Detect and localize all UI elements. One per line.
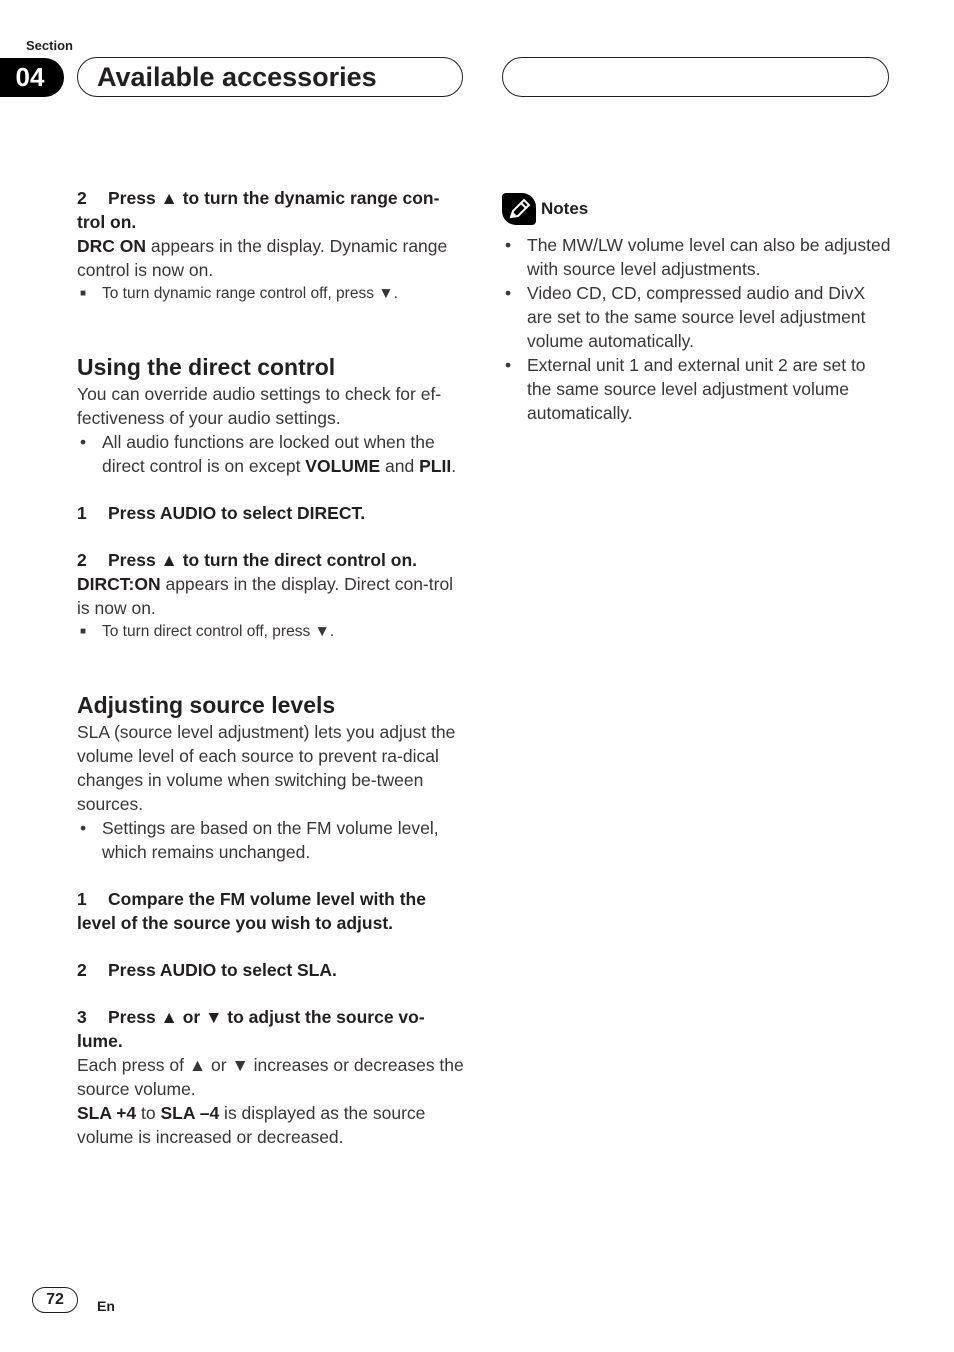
note-item — [502, 353, 892, 425]
section-number-badge: 04 — [0, 58, 64, 97]
direct-intro: You can override audio settings to check for ef-fectiveness of your audio settings. — [77, 384, 442, 428]
direct-bullet-text: All audio functions are locked out when the direct control is on except — [102, 432, 435, 476]
sla-body-1: Each press of ▲ or ▼ increases or decreases the source volume. — [77, 1055, 464, 1099]
step-number: 1 — [77, 889, 87, 909]
step-sla-1 — [77, 887, 467, 935]
drc-note-text: To turn dynamic range control off, press ▼. — [102, 285, 398, 302]
step-number: 2 — [77, 550, 87, 570]
step-text: Press ▲ or ▼ to adjust the source vo-lume. — [77, 1007, 425, 1051]
drc-body-text: appears in the display. Dynamic range control is now on. — [77, 236, 448, 280]
step-number: 3 — [77, 1007, 87, 1027]
step-direct-1 — [77, 501, 467, 525]
sla-intro: SLA (source level adjustment) lets you adjust the volume level of each source to prevent ra-dical changes in volume when switching be-tween sources. — [77, 722, 456, 814]
sla-heading: Adjusting source levels — [77, 692, 336, 718]
sla-body-to: to — [136, 1103, 161, 1123]
note-item — [502, 281, 892, 353]
step-direct-2 — [77, 548, 467, 572]
pencil-notes-icon — [502, 193, 536, 225]
direct-note — [77, 620, 467, 644]
sla-plus-label: SLA +4 — [77, 1103, 137, 1123]
section-label: Section — [26, 38, 73, 53]
note-text: Video CD, CD, compressed audio and DivX are set to the same source level adjustment volume automatically. — [527, 283, 866, 351]
sla-body-2 — [77, 1101, 467, 1149]
note-text: External unit 1 and external unit 2 are set to the same source level adjustment volume automatically. — [527, 355, 866, 423]
bullet-dot-icon: • — [505, 235, 512, 255]
bullet-dot-icon: • — [505, 355, 512, 375]
bullet-dot-icon: • — [80, 818, 87, 838]
step-number: 1 — [77, 503, 87, 523]
step-sla-3 — [77, 1005, 467, 1053]
notes-header — [502, 193, 892, 225]
step-number: 2 — [77, 960, 87, 980]
direct-bullet-and: and — [380, 456, 420, 476]
step-text: Press ▲ to turn the direct control on. — [108, 550, 418, 570]
sla-bullet — [77, 816, 467, 864]
square-bullet-icon: ■ — [80, 288, 87, 299]
drc-body — [77, 234, 467, 282]
direct-bullet — [77, 430, 467, 478]
step-drc-2 — [77, 186, 467, 234]
drc-on-label: DRC ON — [77, 236, 147, 256]
note-text: The MW/LW volume level can also be adjusted with source level adjustments. — [527, 235, 891, 279]
direct-body-text: appears in the display. Direct con-trol is now on. — [77, 574, 454, 618]
direct-note-text: To turn direct control off, press ▼. — [102, 623, 335, 640]
direct-bullet-end: . — [451, 456, 457, 476]
sla-body-text: is displayed as the source volume is increased or decreased. — [77, 1103, 426, 1147]
step-sla-2 — [77, 958, 467, 982]
page-number: 72 — [32, 1287, 78, 1313]
language-label: En — [97, 1298, 115, 1314]
bullet-dot-icon: • — [80, 432, 87, 452]
sla-minus-label: SLA –4 — [160, 1103, 220, 1123]
volume-label: VOLUME — [305, 456, 381, 476]
left-column — [77, 186, 467, 1149]
step-text: Compare the FM volume level with the level of the source you wish to adjust. — [77, 889, 426, 933]
page-title: Available accessories — [97, 62, 377, 92]
note-item — [502, 233, 892, 281]
header-blank-frame — [502, 57, 889, 97]
step-text: Press AUDIO to select SLA. — [108, 960, 337, 980]
step-text: Press AUDIO to select DIRECT. — [108, 503, 366, 523]
drc-note — [77, 282, 467, 306]
direct-body — [77, 572, 467, 620]
notes-title: Notes — [541, 199, 589, 218]
plii-label: PLII — [419, 456, 452, 476]
square-bullet-icon: ■ — [80, 626, 87, 637]
notes-section — [502, 193, 892, 425]
step-number: 2 — [77, 188, 87, 208]
sla-bullet-text: Settings are based on the FM volume level, which remains unchanged. — [102, 818, 439, 862]
direct-heading: Using the direct control — [77, 354, 336, 380]
dirct-on-label: DIRCT:ON — [77, 574, 161, 594]
step-text: Press ▲ to turn the dynamic range con-trol on. — [77, 188, 440, 232]
bullet-dot-icon: • — [505, 283, 512, 303]
